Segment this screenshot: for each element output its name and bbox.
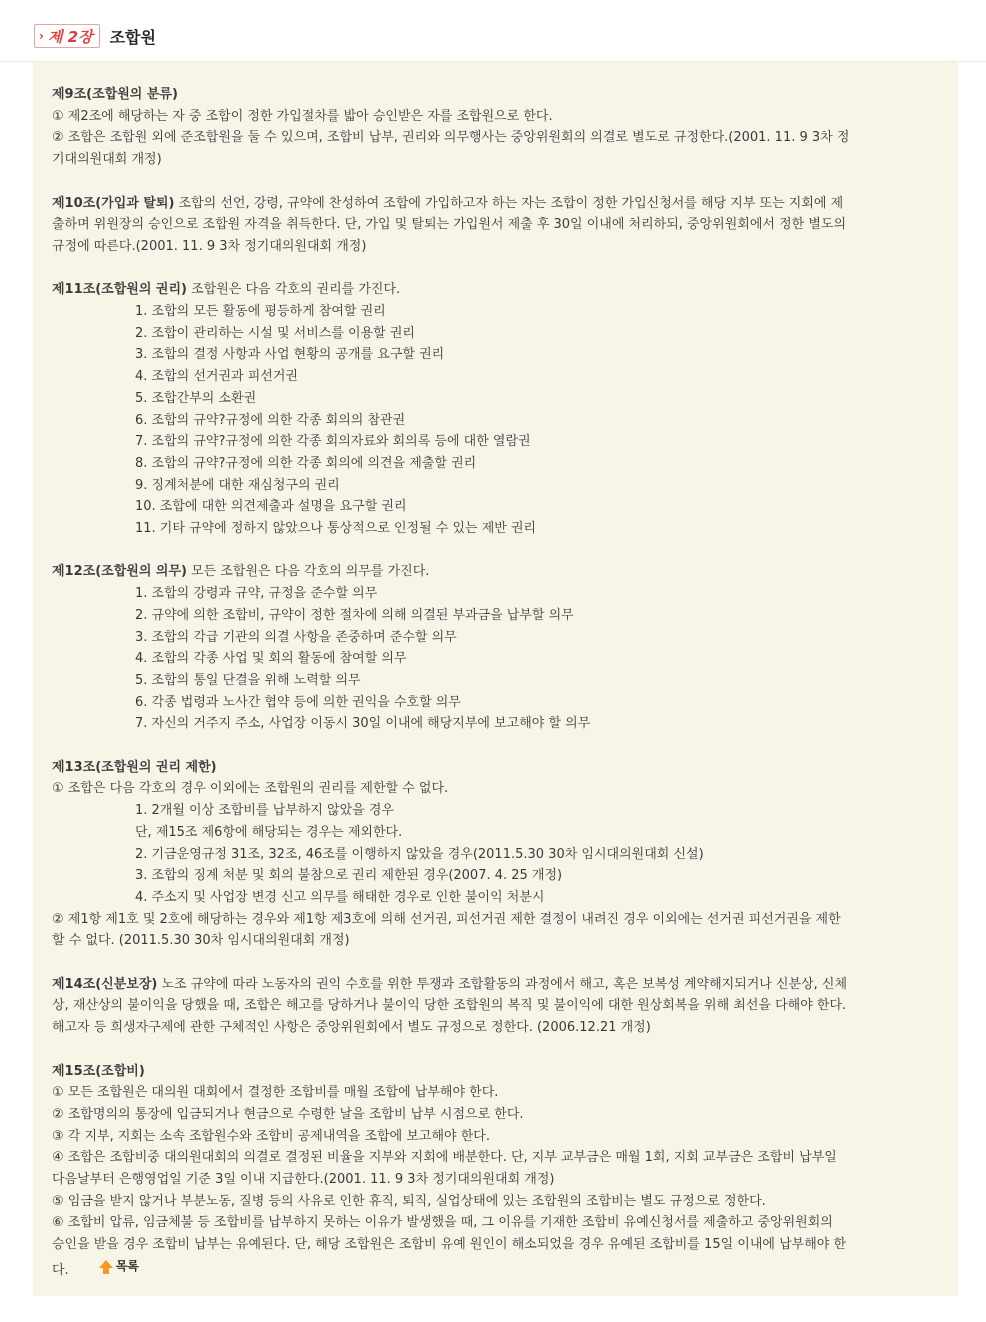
article-line: 상, 재산상의 불이익을 당했을 때, 조합은 해고를 당하거나 불이익 당한 조합원의 복직 및 불이익에 대한 원상회복을 위해 최선을 다해야 한다. — [52, 998, 847, 1014]
article-text: 조합원은 다음 각호의 권리를 가진다. — [186, 282, 401, 298]
article-line — [52, 193, 939, 215]
article-line: ⑥ 조합비 압류, 임금체불 등 조합비를 납부하지 못하는 이유가 발생했을 때, 그 이유를 기재한 조합비 유예신청서를 제출하고 중앙위원회의 — [52, 1215, 833, 1231]
article-line: ③ 각 지부, 지회는 소속 조합원수와 조합비 공제내역을 조합에 보고해야 한다. — [52, 1128, 490, 1144]
article-line: ④ 조합은 조합비중 대의원대회의 의결로 결정된 비율을 지부와 지회에 배분한다. 단, 지부 교부금은 매월 1회, 지회 교부금은 조합비 납부일 — [52, 1150, 837, 1166]
list-item: 2. 기금운영규정 31조, 32조, 46조를 이행하지 않았을 경우(2011.5.30 30차 임시대의원대회 신설) — [135, 846, 704, 862]
article-title: 제14조(신분보장) — [52, 976, 158, 992]
article-title: 제12조(조합원의 의무) — [52, 564, 187, 580]
article-text: 다. — [52, 1262, 69, 1278]
toc-label: 목록 — [115, 1258, 139, 1273]
article-line: 규정에 따른다.(2001. 11. 9 3차 정기대의원대회 개정) — [52, 238, 367, 254]
article-title: 제10조(가입과 탈퇴) — [52, 195, 175, 211]
article-line: 다음날부터 은행영업일 기준 3일 이내 지급한다.(2001. 11. 9 3차 정기대의원대회 개정) — [52, 1172, 555, 1188]
chevron-right-icon: › — [39, 29, 44, 43]
list-item: 2. 조합이 관리하는 시설 및 서비스를 이용할 권리 — [135, 325, 415, 341]
article-title: 제13조(조합원의 권리 제한) — [52, 759, 217, 775]
article-line: ① 모든 조합원은 대의원 대회에서 결정한 조합비를 매월 조합에 납부해야 한다. — [52, 1085, 499, 1101]
article-line: ② 조합은 조합원 외에 준조합원을 둘 수 있으며, 조합비 납부, 권리와 의무행사는 중앙위원회의 의결로 별도로 규정한다.(2001. 11. 9 3차 정 — [52, 130, 850, 146]
article-line — [52, 561, 939, 583]
list-item: 8. 조합의 규약?규정에 의한 각종 회의에 의견을 제출할 권리 — [135, 455, 477, 471]
list-item: 4. 주소지 및 사업장 변경 신고 의무를 해태한 경우로 인한 불이익 처분시 — [135, 889, 545, 905]
article-line — [52, 974, 939, 996]
list-item: 1. 2개월 이상 조합비를 납부하지 않았을 경우 — [135, 803, 394, 819]
arrow-up-icon — [99, 1260, 113, 1274]
article-line: ① 제2조에 해당하는 자 중 조합이 정한 가입절차를 밟아 승인받은 자를 조합원으로 한다. — [52, 108, 553, 124]
article-text: 조합의 선언, 강령, 규약에 찬성하여 조합에 가입하고자 하는 자는 조합이 정한 가입신청서를 해당 지부 또는 지회에 제 — [174, 195, 844, 211]
list-item: 3. 조합의 결정 사항과 사업 현황의 공개를 요구할 권리 — [135, 347, 445, 363]
list-item: 단, 제15조 제6항에 해당되는 경우는 제외한다. — [135, 824, 403, 840]
list-item: 5. 조합의 통일 단결을 위해 노력할 의무 — [135, 672, 361, 688]
list-item: 11. 기타 규약에 정하지 않았으나 통상적으로 인정될 수 있는 제반 권리 — [135, 521, 537, 537]
article-title: 제11조(조합원의 권리) — [52, 282, 187, 298]
article-line: ② 조합명의의 통장에 입금되거나 현금으로 수령한 날을 조합비 납부 시점으로 한다. — [52, 1106, 524, 1122]
article-line: ① 조합은 다음 각호의 경우 이외에는 조합원의 권리를 제한할 수 없다. — [52, 781, 449, 797]
list-item: 6. 각종 법령과 노사간 협약 등에 의한 권익을 수호할 의무 — [135, 694, 461, 710]
article-line: 해고자 등 희생자구제에 관한 구체적인 사항은 중앙위원회에서 별도 규정으로 정한다. (2006.12.21 개정) — [52, 1020, 651, 1036]
articles — [33, 62, 958, 1281]
list-item: 6. 조합의 규약?규정에 의한 각종 회의의 참관권 — [135, 412, 406, 428]
article-title: 제9조(조합원의 분류) — [52, 87, 178, 102]
list-item: 3. 조합의 각급 기관의 의결 사항을 존중하며 준수할 의무 — [135, 629, 457, 645]
article-line: ⑤ 임금을 받지 않거나 부분노동, 질병 등의 사유로 인한 휴직, 퇴직, 실업상태에 있는 조합원의 조합비는 별도 규정으로 정한다. — [52, 1193, 766, 1209]
list-item: 7. 자신의 거주지 주소, 사업장 이동시 30일 이내에 해당지부에 보고해야 할 의무 — [135, 716, 591, 732]
article-text: 노조 규약에 따라 노동자의 권익 수호를 위한 투쟁과 조합활동의 과정에서 해고, 혹은 보복성 계약해지되거나 신분상, 신체 — [157, 976, 848, 992]
content-box — [33, 62, 958, 1296]
list-item: 7. 조합의 규약?규정에 의한 각종 회의자료와 회의록 등에 대한 열람권 — [135, 434, 531, 450]
list-item: 1. 조합의 모든 활동에 평등하게 참여할 권리 — [135, 304, 386, 319]
list-item: 2. 규약에 의한 조합비, 규약이 정한 절차에 의해 의결된 부과금을 납부할 의무 — [135, 607, 574, 623]
article-title: 제15조(조합비) — [52, 1063, 145, 1079]
article-line — [52, 279, 939, 301]
list-item: 1. 조합의 강령과 규약, 규정을 준수할 의무 — [135, 586, 378, 602]
list-item: 10. 조합에 대한 의견제출과 설명을 요구할 권리 — [135, 499, 407, 515]
article-line: ② 제1항 제1호 및 2호에 해당하는 경우와 제1항 제3호에 의해 선거권, 피선거권 제한 결정이 내려진 경우 이외에는 선거권 피선거권을 제한 — [52, 911, 841, 927]
list-item: 9. 징계처분에 대한 재심청구의 권리 — [135, 477, 340, 493]
chapter-number: 제 2장 — [47, 27, 93, 46]
article-line: 기대의원대회 개정) — [52, 152, 162, 168]
chapter-header — [34, 22, 156, 50]
list-item: 4. 조합의 각종 사업 및 회의 활동에 참여할 의무 — [135, 651, 407, 667]
chapter-badge — [34, 24, 100, 48]
list-item: 3. 조합의 징계 처분 및 회의 불참으로 권리 제한된 경우(2007. 4. 25 개정) — [135, 868, 563, 884]
article-line: 출하며 위원장의 승인으로 조합원 자격을 취득한다. 단, 가입 및 탈퇴는 가입원서 제출 후 30일 이내에 처리하되, 중앙위원회에서 정한 별도의 — [52, 217, 847, 233]
article-line — [52, 1256, 939, 1282]
article-line: 할 수 없다. (2011.5.30 30차 임시대의원대회 개정) — [52, 933, 350, 949]
article-line: 승인을 받을 경우 조합비 납부는 유예된다. 단, 해당 조합원은 조합비 유예 원인이 해소되었을 경우 유예된 조합비를 15일 이내에 납부해야 한 — [52, 1237, 847, 1253]
article-text: 모든 조합원은 다음 각호의 의무를 가진다. — [186, 564, 430, 580]
chapter-title: 조합원 — [109, 27, 156, 47]
toc-link[interactable] — [99, 1256, 139, 1278]
list-item: 4. 조합의 선거권과 피선거권 — [135, 369, 298, 385]
list-item: 5. 조합간부의 소환권 — [135, 390, 257, 406]
